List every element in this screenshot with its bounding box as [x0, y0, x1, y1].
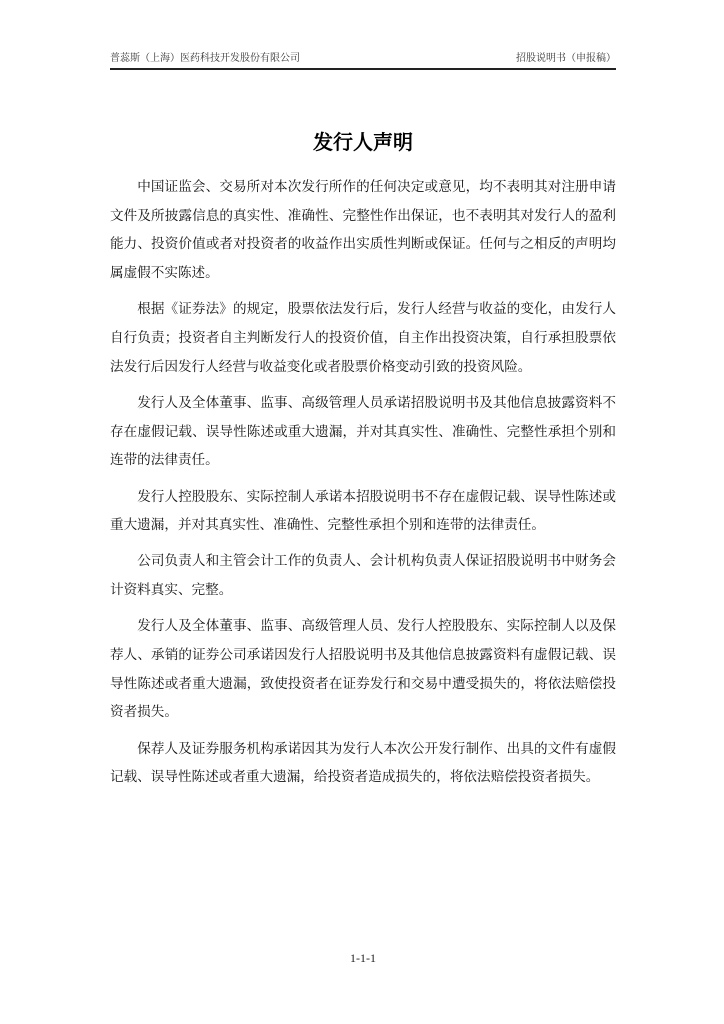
- header-divider: [110, 68, 616, 70]
- paragraph-regulator-disclaimer: 中国证监会、交易所对本次发行所作的任何决定或意见，均不表明其对注册申请文件及所披露信息的真实性、准确性、完整性作出保证，也不表明其对发行人的盈利能力、投资价值或者对投资者的收益作出实质性判断或保证。任何与之相反的声明均属虚假不实陈述。: [110, 179, 616, 282]
- header-document-type: 招股说明书（申报稿）: [516, 53, 616, 64]
- paragraph-board-commitment: 发行人及全体董事、监事、高级管理人员承诺招股说明书及其他信息披露资料不存在虚假记载、误导性陈述或重大遗漏，并对其真实性、准确性、完整性承担个别和连带的法律责任。: [110, 394, 616, 469]
- page-number: 1-1-1: [350, 951, 376, 965]
- header-company-name: 普蕊斯（上海）医药科技开发股份有限公司: [110, 53, 300, 64]
- paragraph-controller-commitment: 发行人控股股东、实际控制人承诺本招股说明书不存在虚假记载、误导性陈述或重大遗漏，并对其真实性、准确性、完整性承担个别和连带的法律责任。: [110, 488, 616, 534]
- page-title: 发行人声明: [313, 130, 413, 155]
- paragraph-compensation-commitment: 发行人及全体董事、监事、高级管理人员、发行人控股股东、实际控制人以及保荐人、承销的证券公司承诺因发行人招股说明书及其他信息披露资料有虚假记载、误导性陈述或者重大遗漏，致使投资者在证券发行和交易中遭受损失的，将依法赔偿投资者损失。: [110, 618, 616, 721]
- page-header: [110, 52, 616, 66]
- paragraph-securities-law-risk: 根据《证券法》的规定，股票依法发行后，发行人经营与收益的变化，由发行人自行负责；投资者自主判断发行人的投资价值，自主作出投资决策，自行承担股票依法发行后因发行人经营与收益变化或者股票价格变动引致的投资风险。: [110, 301, 616, 375]
- paragraph-intermediary-commitment: 保荐人及证券服务机构承诺因其为发行人本次公开发行制作、出具的文件有虚假记载、误导性陈述或者重大遗漏，给投资者造成损失的，将依法赔偿投资者损失。: [110, 740, 616, 786]
- document-body: [110, 173, 616, 800]
- paragraph-financial-accuracy: 公司负责人和主管会计工作的负责人、会计机构负责人保证招股说明书中财务会计资料真实、完整。: [110, 553, 616, 599]
